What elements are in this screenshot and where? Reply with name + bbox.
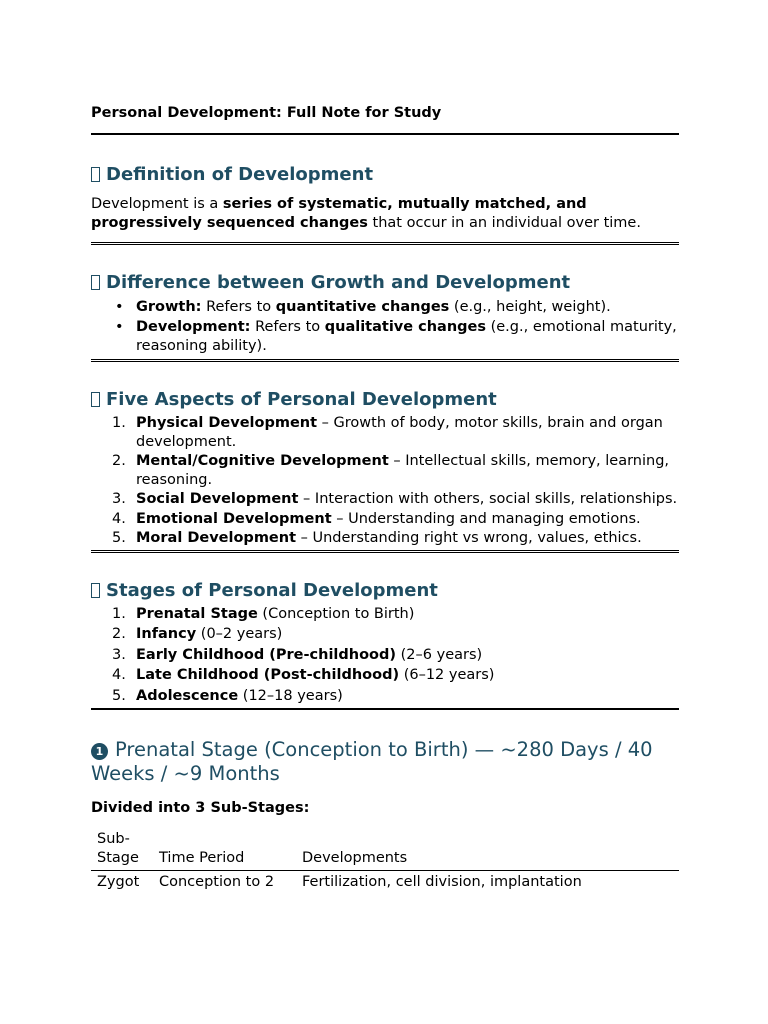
definition-heading: Definition of Development: [91, 163, 679, 187]
substages-label: Divided into 3 Sub-Stages:: [91, 800, 310, 816]
stages-heading: Stages of Personal Development: [91, 579, 679, 603]
list-item: 2. Infancy (0–2 years): [112, 626, 283, 642]
table-cell: Zygot: [97, 874, 140, 890]
list-item: 4. Late Childhood (Post-childhood) (6–12 years): [112, 667, 495, 683]
column-header: Sub-Stage: [91, 830, 153, 871]
list-item: 5. Adolescence (12–18 years): [112, 687, 343, 704]
number-one-circle-icon: 1: [91, 743, 108, 760]
list-item: 2. Mental/Cognitive Development – Intellectual skills, memory, learning, reasoning.: [112, 453, 670, 488]
list-item: • Growth: Refers to quantitative changes (e.g., height, weight).: [136, 298, 679, 317]
table-row: [91, 871, 679, 895]
aspects-list: [91, 414, 679, 548]
missing-glyph-icon: [91, 583, 100, 598]
missing-glyph-icon: [91, 167, 100, 182]
list-item: 5. Moral Development – Understanding right vs wrong, values, ethics.: [112, 530, 642, 546]
substages-table: [91, 830, 679, 894]
definition-paragraph: Development is a series of systematic, mutually matched, and progressively sequenced changes that occur in an individual over time.: [91, 196, 641, 231]
list-item: 3. Early Childhood (Pre-childhood) (2–6 years): [112, 646, 483, 663]
table-header-row: [91, 830, 679, 871]
table-cell: Conception to 2: [159, 874, 275, 890]
stages-list: [91, 605, 679, 706]
list-item: 1. Physical Development – Growth of body, motor skills, brain and organ development.: [112, 415, 663, 450]
list-item: • Development: Refers to qualitative changes (e.g., emotional maturity, reasoning ability).: [136, 318, 679, 356]
list-item: 1. Prenatal Stage (Conception to Birth): [112, 605, 415, 622]
column-header: Time Period: [153, 830, 296, 871]
document-content: [91, 103, 679, 894]
table-cell: Fertilization, cell division, implantation: [302, 874, 582, 890]
growth-development-list: [91, 298, 679, 356]
missing-glyph-icon: [91, 392, 100, 407]
aspects-heading: Five Aspects of Personal Development: [91, 388, 679, 412]
difference-heading: Difference between Growth and Development: [91, 271, 679, 295]
document-title: Personal Development: Full Note for Study: [91, 105, 442, 121]
prenatal-heading: 1 Prenatal Stage (Conception to Birth) — ~280 Days / 40 Weeks / ~9 Months: [91, 738, 653, 785]
missing-glyph-icon: [91, 275, 100, 290]
list-item: 3. Social Development – Interaction with others, social skills, relationships.: [112, 491, 678, 507]
list-item: 4. Emotional Development – Understanding and managing emotions.: [112, 510, 641, 527]
column-header: Developments: [296, 830, 679, 871]
